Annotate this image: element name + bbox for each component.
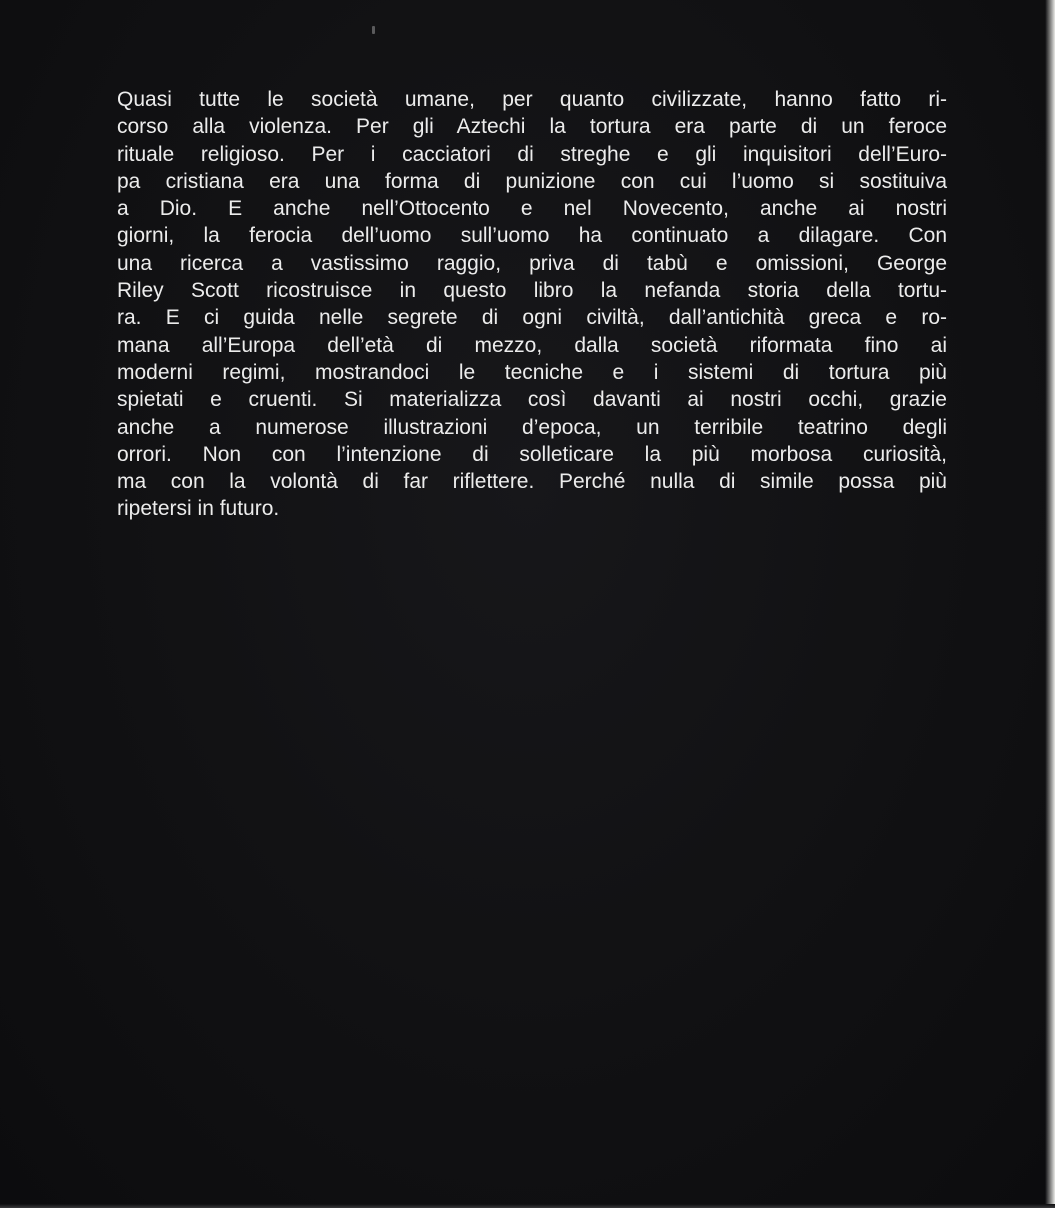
cover-blurb bbox=[117, 86, 947, 523]
print-speck bbox=[372, 26, 375, 34]
blurb-line: pa cristiana era una forma di punizione con cui l’uomo si sostituiva bbox=[117, 169, 947, 193]
blurb-line: una ricerca a vastissimo raggio, priva di tabù e omissioni, George bbox=[117, 251, 947, 275]
blurb-line: spietati e cruenti. Si materializza così davanti ai nostri occhi, grazie bbox=[117, 388, 947, 412]
blurb-line: rituale religioso. Per i cacciatori di streghe e gli inquisitori dell’Euro- bbox=[117, 142, 947, 166]
blurb-line: corso alla violenza. Per gli Aztechi la tortura era parte di un feroce bbox=[117, 115, 947, 139]
blurb-line: mana all’Europa dell’età di mezzo, dalla società riformata fino ai bbox=[117, 333, 947, 357]
blurb-line: orrori. Non con l’intenzione di solleticare la più morbosa curiosità, bbox=[117, 442, 947, 466]
blurb-line: ripetersi in futuro. bbox=[117, 497, 280, 521]
blurb-line: a Dio. E anche nell’Ottocento e nel Novecento, anche ai nostri bbox=[117, 197, 947, 221]
blurb-line: ma con la volontà di far riflettere. Perché nulla di simile possa più bbox=[117, 470, 947, 494]
blurb-line: giorni, la ferocia dell’uomo sull’uomo ha continuato a dilagare. Con bbox=[117, 224, 947, 248]
page-edge bbox=[1045, 0, 1055, 1208]
page-edge bbox=[0, 1204, 1055, 1208]
blurb-line: ra. E ci guida nelle segrete di ogni civiltà, dall’antichità greca e ro- bbox=[117, 306, 947, 330]
blurb-line: moderni regimi, mostrandoci le tecniche e i sistemi di tortura più bbox=[117, 360, 947, 384]
blurb-line: Quasi tutte le società umane, per quanto civilizzate, hanno fatto ri- bbox=[117, 88, 947, 111]
blurb-line: anche a numerose illustrazioni d’epoca, un terribile teatrino degli bbox=[117, 415, 947, 439]
blurb-line: Riley Scott ricostruisce in questo libro la nefanda storia della tortu- bbox=[117, 279, 947, 303]
